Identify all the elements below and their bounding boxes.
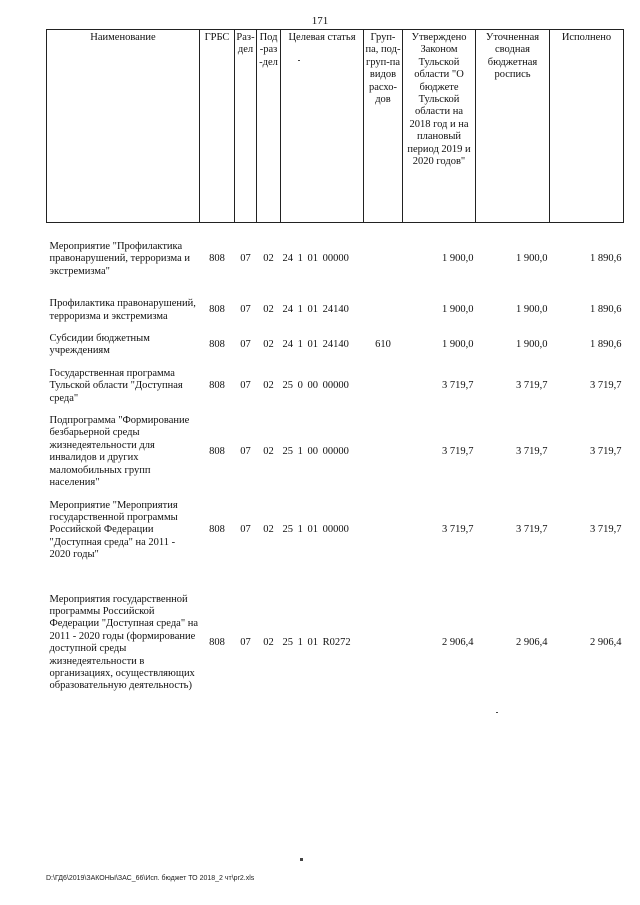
row-podrazdel: 02	[263, 304, 274, 316]
row-grbs: 808	[209, 524, 225, 536]
row-name: Мероприятие "Профилактика правонарушений, терроризма и экстремизма"	[49, 241, 191, 277]
row-target: 25 1 00 00000	[282, 446, 349, 458]
row-updated: 3 719,7	[516, 524, 548, 536]
row-razdel: 07	[240, 253, 251, 265]
file-path-footer: D:\ГД6\2019\ЗАКОНЫ\ЗАС_66\Исп. бюджет ТО 2018_2 чт\pr2.xls	[46, 875, 255, 882]
row-razdel: 07	[240, 304, 251, 316]
row-approved: 3 719,7	[442, 380, 474, 392]
row-group	[364, 500, 403, 562]
budget-table	[46, 29, 624, 693]
table-row	[47, 594, 624, 693]
row-target: 24 1 01 24140	[282, 339, 349, 351]
header-group: Груп-па, под-груп-па видов расхо-дов	[364, 30, 403, 223]
row-group	[364, 241, 403, 278]
table-row	[47, 333, 624, 358]
header-target: Целевая статья	[281, 30, 364, 223]
header-approved: Утверждено Законом Тульской области "О бюджете Тульской области на 2018 год и на плановый период 2019 и 2020 годов"	[403, 30, 476, 223]
row-group	[364, 594, 403, 693]
row-approved: 1 900,0	[442, 339, 474, 351]
row-approved: 1 900,0	[442, 304, 474, 316]
row-target: 25 1 01 R0272	[282, 636, 351, 648]
row-grbs: 808	[209, 304, 225, 316]
row-updated: 1 900,0	[516, 253, 548, 265]
row-name: Субсидии бюджетным учреждениям	[49, 333, 150, 357]
table-row	[47, 368, 624, 405]
row-podrazdel: 02	[263, 636, 274, 648]
row-grbs: 808	[209, 636, 225, 648]
row-approved: 3 719,7	[442, 446, 474, 458]
table-row	[47, 415, 624, 489]
row-podrazdel: 02	[263, 339, 274, 351]
row-approved: 2 906,4	[442, 636, 474, 648]
header-executed: Исполнено	[550, 30, 624, 223]
row-podrazdel: 02	[263, 446, 274, 458]
row-razdel: 07	[240, 380, 251, 392]
row-executed: 1 890,6	[590, 339, 622, 351]
header-grbs: ГРБС	[200, 30, 235, 223]
row-grbs: 808	[209, 446, 225, 458]
row-approved: 3 719,7	[442, 524, 474, 536]
row-razdel: 07	[240, 446, 251, 458]
row-group	[364, 368, 403, 405]
row-grbs: 808	[209, 253, 225, 265]
row-razdel: 07	[240, 339, 251, 351]
header-podrazdel: Под-раз-дел	[257, 30, 281, 223]
row-grbs: 808	[209, 380, 225, 392]
row-name: Мероприятие "Мероприятия государственной программы Российской Федерации "Доступная среда" на 2011 - 2020 годы"	[49, 499, 178, 561]
row-grbs: 808	[209, 339, 225, 351]
table-row	[47, 298, 624, 323]
row-executed: 1 890,6	[590, 253, 622, 265]
row-name: Государственная программа Тульской области "Доступная среда"	[49, 367, 183, 404]
row-approved: 1 900,0	[442, 253, 474, 265]
header-updated: Уточненная сводная бюджетная роспись	[476, 30, 550, 223]
page-number: 171	[311, 15, 329, 27]
row-group	[364, 298, 403, 323]
row-updated: 3 719,7	[516, 446, 548, 458]
row-target: 25 0 00 00000	[282, 380, 349, 392]
header-razdel: Раз-дел	[235, 30, 257, 223]
row-updated: 3 719,7	[516, 380, 548, 392]
row-target: 25 1 01 00000	[282, 524, 349, 536]
row-podrazdel: 02	[263, 253, 274, 265]
row-name: Подпрограмма "Формирование безбарьерной среды жизнедеятельности для инвалидов и других маломобильных групп населения"	[49, 415, 190, 489]
row-name: Мероприятия государственной программы Российской Федерации "Доступная среда" на 2011 - 2020 годы (формирование доступной среды жизнедеятельности в организациях, осуществляющих образовательную деятельность)	[49, 593, 199, 692]
table-header-row	[47, 30, 624, 223]
row-updated: 1 900,0	[516, 304, 548, 316]
table-row	[47, 500, 624, 562]
row-executed: 3 719,7	[590, 380, 622, 392]
row-executed: 3 719,7	[590, 524, 622, 536]
row-name: Профилактика правонарушений, терроризма и экстремизма	[49, 298, 196, 322]
row-group: 610	[375, 339, 391, 351]
row-podrazdel: 02	[263, 524, 274, 536]
scan-speck	[496, 712, 498, 713]
row-group	[364, 415, 403, 489]
row-target: 24 1 01 00000	[282, 253, 349, 265]
scan-speck	[298, 60, 300, 61]
table-row	[47, 241, 624, 278]
row-podrazdel: 02	[263, 380, 274, 392]
header-name: Наименование	[47, 30, 200, 223]
row-razdel: 07	[240, 524, 251, 536]
scan-speck	[300, 858, 303, 861]
row-executed: 1 890,6	[590, 304, 622, 316]
row-target: 24 1 01 24140	[282, 304, 349, 316]
row-updated: 1 900,0	[516, 339, 548, 351]
row-updated: 2 906,4	[516, 636, 548, 648]
row-razdel: 07	[240, 636, 251, 648]
row-executed: 2 906,4	[590, 636, 622, 648]
row-executed: 3 719,7	[590, 446, 622, 458]
